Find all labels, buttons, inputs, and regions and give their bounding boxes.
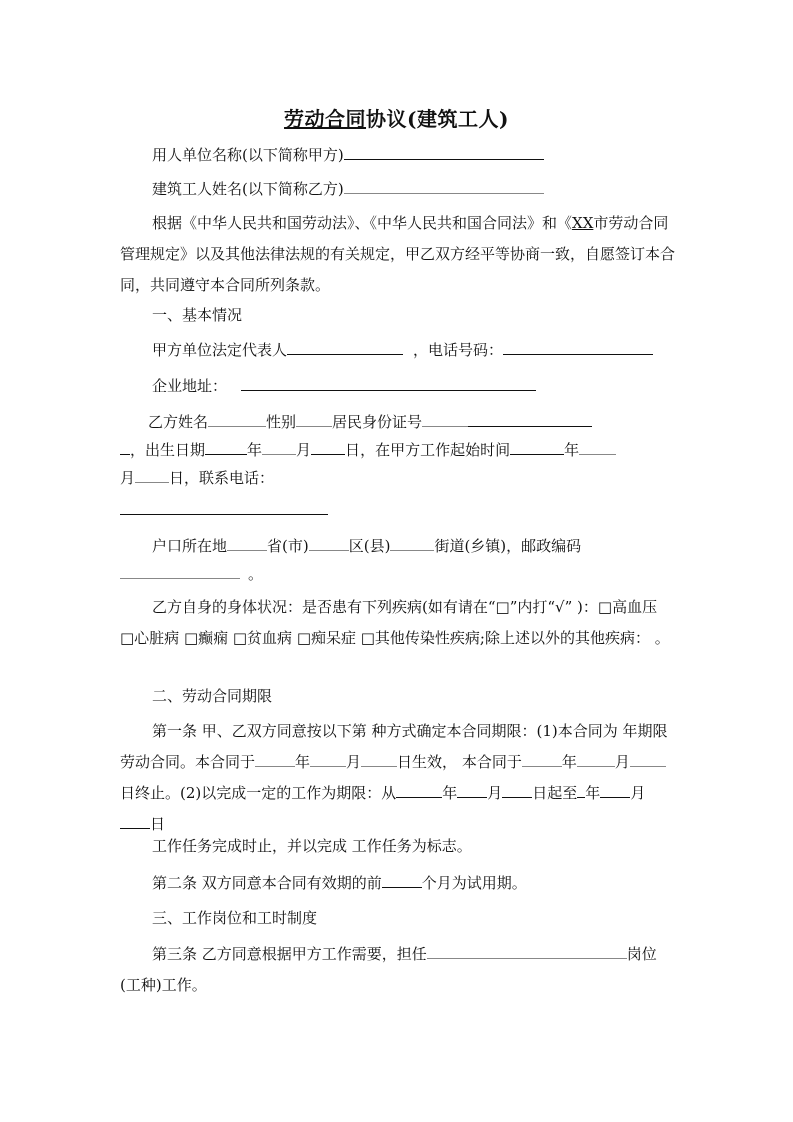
contact-phone-field[interactable] xyxy=(120,514,328,515)
worker-name-field[interactable] xyxy=(344,179,544,194)
section-3-heading: 三、工作岗位和工时制度 xyxy=(152,909,318,927)
employer-name-field[interactable] xyxy=(344,145,544,160)
start-year-field[interactable] xyxy=(510,440,564,455)
partyb-line-2 xyxy=(120,440,675,460)
birth-day-field[interactable] xyxy=(311,440,345,455)
preamble-city: XX xyxy=(572,214,594,232)
postcode-line xyxy=(120,564,675,584)
a1-month4-unit: 月 xyxy=(630,784,646,802)
title-underlined: 劳动合同 xyxy=(284,107,367,131)
address-label: 企业地址： xyxy=(152,377,228,395)
street-field[interactable] xyxy=(390,536,434,551)
partyb-line-3 xyxy=(120,468,675,488)
a1-year2b[interactable] xyxy=(577,752,615,767)
hukou-label: 户口所在地 xyxy=(152,537,228,555)
article-3-paragraph xyxy=(120,939,675,1001)
province-unit: 省(市) xyxy=(267,537,309,555)
start-year-field-b[interactable] xyxy=(579,440,616,455)
a1-day4-unit: 日 xyxy=(150,815,166,833)
employer-name-line xyxy=(152,145,675,165)
a1-year4-unit: 年 xyxy=(585,784,601,802)
preamble-part2: 市劳动合同管理规定》以及其他法律法规的有关规定，甲乙双方经平等协商一致，自愿签订本合同，共同遵守本合同所列条款。 xyxy=(120,214,676,294)
preamble-part1: 根据《中华人民共和国劳动法》、《中华人民共和国合同法》和《 xyxy=(152,214,573,232)
article2-a: 第二条 双方同意本合同有效期的前 xyxy=(152,874,382,892)
hukou-line xyxy=(152,536,675,556)
partyb-line-1 xyxy=(148,412,703,432)
partyb-name-field[interactable] xyxy=(208,412,266,427)
preamble-paragraph xyxy=(120,208,675,301)
id-field-b[interactable] xyxy=(468,412,592,427)
postcode-end: 。 xyxy=(248,565,264,583)
a1-year2[interactable] xyxy=(522,752,562,767)
worker-name-label: 建筑工人姓名(以下简称乙方) xyxy=(152,180,344,198)
rep-label: 甲方单位法定代表人 xyxy=(152,341,288,359)
article1-a: 第一条 甲、乙双方同意按以下第 种方式确定本合同期限：(1)本合同为 年期限劳动合同。本合同于 xyxy=(120,722,668,771)
phone-label: ，电话号码： xyxy=(413,341,504,359)
birth-label: ，出生日期 xyxy=(130,441,206,459)
a1-year3-unit: 年 xyxy=(442,784,458,802)
section-2-heading: 二、劳动合同期限 xyxy=(152,687,273,705)
gender-label: 性别 xyxy=(266,413,297,431)
postcode-field[interactable] xyxy=(120,564,240,579)
a1-year1[interactable] xyxy=(255,752,295,767)
representative-line xyxy=(152,340,675,360)
id-field-a[interactable] xyxy=(422,412,468,427)
id-label: 居民身份证号 xyxy=(332,413,423,431)
a1-year3[interactable] xyxy=(396,783,442,798)
a1-month3[interactable] xyxy=(457,783,487,798)
article2-b: 个月为试用期。 xyxy=(421,874,527,892)
article3-b: 岗位(工种)工作。 xyxy=(120,945,657,994)
province-field[interactable] xyxy=(227,536,267,551)
health-options: □高血压 □心脏病 □癫痫 □贫血病 □痴呆症 □其他传染性疾病;除上述以外的其他疾病： 。 xyxy=(120,598,670,647)
a1-day3[interactable] xyxy=(502,783,532,798)
birth-month-field[interactable] xyxy=(262,440,296,455)
article1-d: 日起至 xyxy=(532,784,578,802)
a1-day1[interactable] xyxy=(361,752,397,767)
a1-month1[interactable] xyxy=(310,752,346,767)
district-unit: 区(县) xyxy=(348,537,391,555)
birth-year-unit: 年 xyxy=(247,441,263,459)
a1-month4[interactable] xyxy=(600,783,630,798)
probation-field[interactable] xyxy=(382,873,422,888)
a1-month3-unit: 月 xyxy=(487,784,503,802)
task-line: 工作任务完成时止，并以完成 工作任务为标志。 xyxy=(152,837,472,855)
a1-month2-unit: 月 xyxy=(614,753,630,771)
birth-day-unit: 日 xyxy=(345,441,361,459)
contact-label: ，联系电话： xyxy=(184,469,275,487)
address-field[interactable] xyxy=(241,376,536,391)
district-field[interactable] xyxy=(309,536,349,551)
health-text: 乙方自身的身体状况：是否患有下列疾病(如有请在“□”内打“√” )： xyxy=(152,598,598,616)
partyb-name-label: 乙方姓名 xyxy=(148,413,209,431)
street-unit: 街道(乡镇)，邮政编码 xyxy=(434,537,582,555)
phone-field[interactable] xyxy=(503,340,653,355)
a1-year1-unit: 年 xyxy=(295,753,311,771)
document-title xyxy=(0,103,793,132)
rep-field[interactable] xyxy=(287,340,403,355)
health-paragraph xyxy=(120,592,675,654)
gender-field[interactable] xyxy=(296,412,332,427)
birth-month-unit: 月 xyxy=(296,441,312,459)
a1-day4[interactable] xyxy=(120,814,150,829)
employer-name-label: 用人单位名称(以下简称甲方) xyxy=(152,146,344,164)
id-field-c[interactable] xyxy=(120,440,130,455)
article1-b: 日生效， 本合同于 xyxy=(397,753,522,771)
address-line xyxy=(152,376,675,396)
start-month-unit: 月 xyxy=(120,469,136,487)
worker-name-line xyxy=(152,179,675,199)
start-year-unit: 年 xyxy=(564,441,580,459)
article-1-paragraph xyxy=(120,716,675,840)
article1-c: 日终止。(2)以完成一定的工作为期限：从 xyxy=(120,784,397,802)
a1-month1-unit: 月 xyxy=(346,753,362,771)
birth-year-field[interactable] xyxy=(205,440,247,455)
article3-a: 第三条 乙方同意根据甲方工作需要，担任 xyxy=(152,945,427,963)
start-day-unit: 日 xyxy=(169,469,185,487)
start-label: ，在甲方工作起始时间 xyxy=(360,441,511,459)
article-2-line xyxy=(152,873,675,893)
position-field[interactable] xyxy=(427,944,627,959)
title-rest: 协议(建筑工人) xyxy=(366,107,509,131)
a1-day2[interactable] xyxy=(630,752,666,767)
section-1-heading: 一、基本情况 xyxy=(152,306,243,324)
start-month-field[interactable] xyxy=(135,468,169,483)
a1-year2-unit: 年 xyxy=(561,753,577,771)
